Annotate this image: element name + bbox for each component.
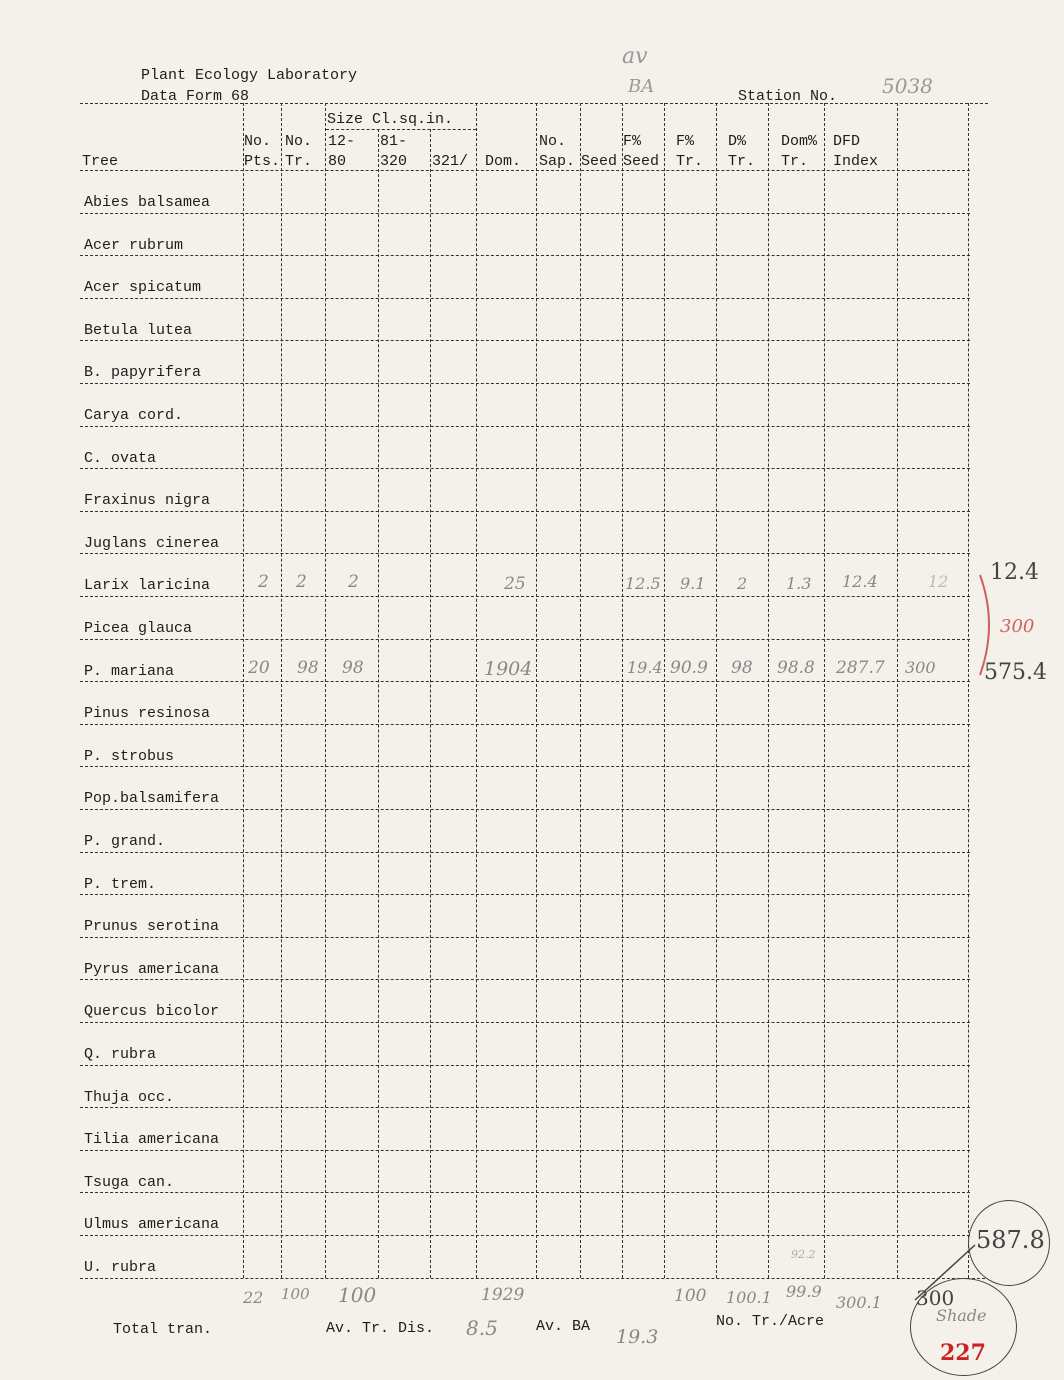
species-name: U. rubra: [84, 1259, 157, 1276]
grid-row-line: [80, 1235, 970, 1236]
av-tr-dis-label: Av. Tr. Dis.: [326, 1320, 435, 1337]
larix-dfd: 12.4: [842, 572, 878, 591]
grid-row-line: [80, 937, 970, 938]
species-name: P. grand.: [84, 833, 166, 850]
species-name: P. trem.: [84, 875, 157, 893]
header-no-pts-1: No.: [244, 133, 272, 150]
header-no-tr-1: No.: [285, 133, 313, 150]
grid-col-line: [243, 103, 244, 1278]
grid-line-sizeclass: [326, 129, 476, 130]
larix-d-tr: 2: [737, 574, 748, 593]
station-value: 5038: [882, 74, 933, 98]
mariana-f-seed: 19.4: [627, 658, 663, 677]
grid-row-line: [80, 596, 970, 597]
species-name: Tsuga can.: [84, 1173, 175, 1191]
mariana-f-tr: 90.9: [670, 658, 708, 678]
total-dom: 1929: [481, 1285, 525, 1305]
grid-col-line: [536, 103, 537, 1278]
header-dfd-1: DFD: [833, 133, 861, 150]
grid-col-line: [897, 103, 898, 1278]
total-pts: 22: [243, 1288, 264, 1307]
species-name: Quercus bicolor: [84, 1003, 220, 1021]
station-label: Station No.: [738, 88, 838, 105]
total-tran-label: Total tran.: [113, 1321, 213, 1338]
mariana-tr: 98: [297, 658, 319, 678]
header-no-sap-1: No.: [539, 133, 567, 150]
larix-size1: 2: [348, 572, 359, 592]
grid-row-line: [80, 1150, 970, 1151]
total-size1: 100: [338, 1283, 377, 1307]
species-name: P. mariana: [84, 662, 175, 680]
header-size-class: Size Cl.sq.in.: [327, 111, 454, 128]
circled-total: 587.8: [976, 1226, 1045, 1254]
top-note-ba: BA: [628, 76, 655, 97]
small-note: 92.2: [791, 1248, 816, 1261]
species-name: Acer rubrum: [84, 236, 184, 254]
header-c2-2: 320: [380, 153, 408, 170]
grid-row-line: [80, 383, 970, 384]
grid-row-line: [80, 681, 970, 682]
larix-pts: 2: [258, 572, 269, 592]
species-name: Pyrus americana: [84, 960, 220, 978]
grid-row-line: [80, 511, 970, 512]
header-no-pts-2: Pts.: [244, 153, 281, 170]
larix-tr: 2: [296, 572, 307, 592]
no-tr-acre-label: No. Tr./Acre: [716, 1313, 825, 1330]
header-dom-tr-1: Dom%: [781, 133, 818, 150]
species-name: Carya cord.: [84, 407, 184, 424]
grid-row-line: [80, 1022, 970, 1023]
species-name: Thuja occ.: [84, 1088, 175, 1106]
grid-col-line: [476, 103, 477, 1278]
species-name: Ulmus americana: [84, 1216, 220, 1234]
grid-row-line: [80, 724, 970, 725]
acre-value: 300: [916, 1286, 955, 1310]
species-name: Picea glauca: [84, 620, 193, 637]
species-name: Larix laricina: [84, 577, 211, 595]
header-no-sap-2: Sap.: [539, 153, 576, 170]
form-name: Data Form 68: [141, 88, 250, 105]
larix-last: 12: [928, 572, 949, 591]
grid-col-line: [824, 103, 825, 1278]
header-c1-1: 12-: [328, 133, 356, 150]
header-seed: Seed: [581, 153, 618, 170]
mariana-size1: 98: [342, 658, 364, 678]
top-note-av: av: [622, 44, 648, 69]
mariana-last: 300: [905, 658, 936, 677]
grid-col-line: [378, 129, 379, 1278]
header-dom-tr-2: Tr.: [781, 153, 809, 170]
grid-row-line: [80, 1107, 970, 1108]
mariana-pts: 20: [248, 658, 270, 678]
grid-row-line: [80, 809, 970, 810]
margin-bracket: [970, 570, 1000, 680]
species-name: Prunus serotina: [84, 918, 220, 936]
grid-col-line: [281, 103, 282, 1278]
shade-note: Shade: [936, 1306, 987, 1325]
header-d-tr-2: Tr.: [728, 153, 756, 170]
header-f-tr-1: F%: [676, 133, 695, 150]
species-name: Pinus resinosa: [84, 705, 211, 723]
grid-row-line: [80, 340, 970, 341]
grid-col-line: [430, 129, 431, 1278]
lab-title: Plant Ecology Laboratory: [141, 67, 358, 84]
header-f-seed-2: Seed: [623, 153, 660, 170]
species-name: C. ovata: [84, 449, 157, 467]
mariana-d-tr: 98: [731, 658, 753, 678]
grid-col-line: [968, 103, 969, 1278]
species-name: Betula lutea: [84, 321, 193, 339]
grid-row-line: [80, 553, 970, 554]
total-f-tr: 100: [674, 1286, 707, 1306]
species-name: Acer spicatum: [84, 279, 202, 297]
mariana-dom-tr: 98.8: [777, 658, 815, 678]
pen-stroke: [905, 1240, 985, 1310]
species-name: B. papyrifera: [84, 364, 202, 382]
red-number: 227: [940, 1340, 986, 1366]
grid-row-line: [80, 468, 970, 469]
larix-dom-tr: 1.3: [786, 574, 812, 593]
grid-row-line: [80, 1278, 985, 1279]
grid-row-line: [80, 426, 970, 427]
grid-row-line: [80, 255, 970, 256]
mariana-dom: 1904: [484, 658, 533, 680]
margin-mid-note: 300: [1000, 616, 1035, 637]
grid-row-line: [80, 766, 970, 767]
header-d-tr-1: D%: [728, 133, 747, 150]
header-no-tr-2: Tr.: [285, 153, 313, 170]
grid-col-line: [325, 103, 326, 1278]
total-tr: 100: [281, 1285, 310, 1303]
grid-col-line: [622, 103, 623, 1278]
grid-row-line: [80, 1065, 970, 1066]
header-f-tr-2: Tr.: [676, 153, 704, 170]
larix-f-seed: 12.5: [625, 574, 661, 593]
margin-bottom-note: 575.4: [984, 660, 1047, 685]
av-ba-label: Av. BA: [536, 1318, 591, 1335]
grid-row-line: [80, 1192, 970, 1193]
header-tree: Tree: [82, 153, 119, 170]
av-tr-dis-value: 8.5: [466, 1316, 498, 1340]
grid-col-line: [768, 103, 769, 1278]
larix-dom: 25: [504, 574, 526, 594]
species-name: Tilia americana: [84, 1131, 220, 1149]
grid-col-line: [664, 103, 665, 1278]
header-dom: Dom.: [485, 153, 522, 170]
grid-row-line: [80, 894, 970, 895]
total-dfd: 300.1: [836, 1293, 882, 1312]
grid-row-line: [80, 852, 970, 853]
grid-row-line: [80, 979, 970, 980]
margin-top-note: 12.4: [990, 560, 1039, 585]
species-name: Abies balsamea: [84, 194, 211, 211]
species-name: Fraxinus nigra: [84, 492, 211, 510]
grid-row-line: [80, 298, 970, 299]
header-dfd-2: Index: [833, 153, 879, 170]
grid-col-line: [580, 103, 581, 1278]
grid-line-top: [80, 103, 988, 104]
species-name: Q. rubra: [84, 1046, 157, 1063]
grid-row-line: [80, 213, 970, 214]
larix-f-tr: 9.1: [680, 574, 706, 593]
mariana-dfd: 287.7: [836, 658, 885, 678]
species-name: P. strobus: [84, 747, 175, 765]
total-d-tr: 100.1: [726, 1288, 772, 1307]
header-c2-1: 81-: [380, 133, 408, 150]
species-name: Pop.balsamifera: [84, 790, 220, 808]
grid-col-line: [716, 103, 717, 1278]
total-dom-tr: 99.9: [786, 1282, 822, 1301]
grid-row-line: [80, 170, 970, 171]
species-name: Juglans cinerea: [84, 534, 220, 552]
header-c1-2: 80: [328, 153, 347, 170]
header-f-seed-1: F%: [623, 133, 642, 150]
header-c3: 321/: [432, 153, 469, 170]
av-ba-value: 19.3: [616, 1326, 659, 1348]
grid-row-line: [80, 639, 970, 640]
